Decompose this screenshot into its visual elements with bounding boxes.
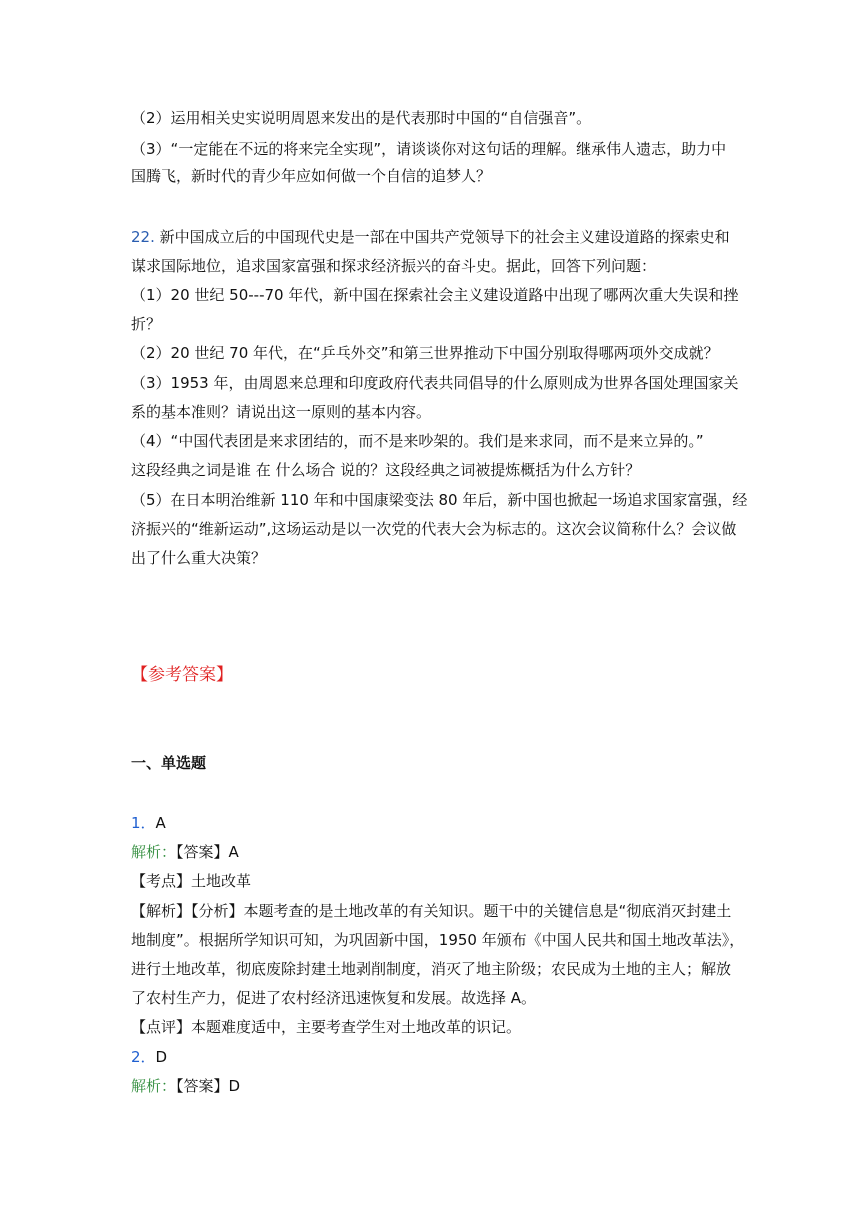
answer-1-analysis-line4: 了农村生产力，促进了农村经济迅速恢复和发展。故选择 A。: [131, 989, 537, 1007]
q22-part1-line1: （1）20 世纪 50---70 年代，新中国在探索社会主义建设道路中出现了哪两次重大失误和挫: [131, 286, 739, 304]
answer-2-line: [131, 1046, 167, 1068]
q22-number: 22.: [131, 228, 155, 246]
answer-1-answer: 【答案】A: [176, 843, 239, 861]
q21-part2: （2）运用相关史实说明周恩来发出的是代表那时中国的“自信强音”。: [131, 109, 592, 127]
q22-part2: （2）20 世纪 70 年代，在“乒乓外交”和第三世界推动下中国分别取得哪两项外交成就？: [131, 344, 719, 362]
section-heading: 一、单选题: [131, 754, 207, 772]
answer-1-number: 1．: [131, 814, 156, 832]
answer-1-dianping: 【点评】本题难度适中，主要考查学生对土地改革的识记。: [131, 1018, 522, 1036]
answer-2-number: 2．: [131, 1048, 156, 1066]
q22-part4-line1: （4）“中国代表团是来求团结的，而不是来吵架的。我们是来求同，而不是来立异的。”: [131, 432, 704, 450]
q22-intro-text: 新中国成立后的中国现代史是一部在中国共产党领导下的社会主义建设道路的探索史和: [159, 228, 730, 246]
answer-1-choice: A: [155, 814, 166, 832]
jiexi-label: 解析：: [131, 843, 177, 861]
q22-intro-line1: [131, 226, 730, 248]
q22-part5-line1: （5）在日本明治维新 110 年和中国康梁变法 80 年后，新中国也掀起一场追求国家富强，经: [131, 491, 748, 509]
answer-1-jiexi: [131, 841, 239, 863]
answer-1-kaodian: 【考点】土地改革: [131, 872, 252, 890]
answer-2-jiexi: [131, 1075, 240, 1097]
answer-1-analysis-line1: 【解析】【分析】本题考查的是土地改革的有关知识。题干中的关键信息是“彻底消灭封建土: [131, 902, 732, 920]
answer-1-line: [131, 812, 166, 834]
q22-part3-line1: （3）1953 年，由周恩来总理和印度政府代表共同倡导的什么原则成为世界各国处理国家关: [131, 374, 739, 392]
q22-intro-line2: 谋求国际地位，追求国家富强和探求经济振兴的奋斗史。据此，回答下列问题：: [131, 257, 657, 275]
answer-2-choice: D: [155, 1048, 168, 1066]
q22-part5-line3: 出了什么重大决策？: [131, 549, 267, 567]
answer-1-analysis-line2: 地制度”。根据所学知识可知，为巩固新中国，1950 年颁布《中国人民共和国土地改革法》，: [131, 931, 745, 949]
q21-part3-line1: （3）“一定能在不远的将来完全实现”，请谈谈你对这句话的理解。继承伟人遗志，助力中: [131, 140, 727, 158]
q21-part3-line2: 国腾飞，新时代的青少年应如何做一个自信的追梦人？: [131, 167, 492, 185]
q22-part3-line2: 系的基本准则？请说出这一原则的基本内容。: [131, 403, 432, 421]
q22-part1-line2: 折？: [131, 315, 162, 333]
answer-1-analysis-line3: 进行土地改革，彻底废除封建土地剥削制度，消灭了地主阶级；农民成为土地的主人；解放: [131, 960, 732, 978]
q22-part5-line2: 济振兴的“维新运动”,这场运动是以一次党的代表大会为标志的。这次会议简称什么？会议做: [131, 520, 737, 538]
reference-answer-heading: 【参考答案】: [131, 665, 233, 685]
jiexi-label: 解析：: [131, 1077, 177, 1095]
q22-part4-line2: 这段经典之词是谁 在 什么场合 说的？这段经典之词被提炼概括为什么方针？: [131, 461, 641, 479]
answer-2-answer: 【答案】D: [176, 1077, 241, 1095]
